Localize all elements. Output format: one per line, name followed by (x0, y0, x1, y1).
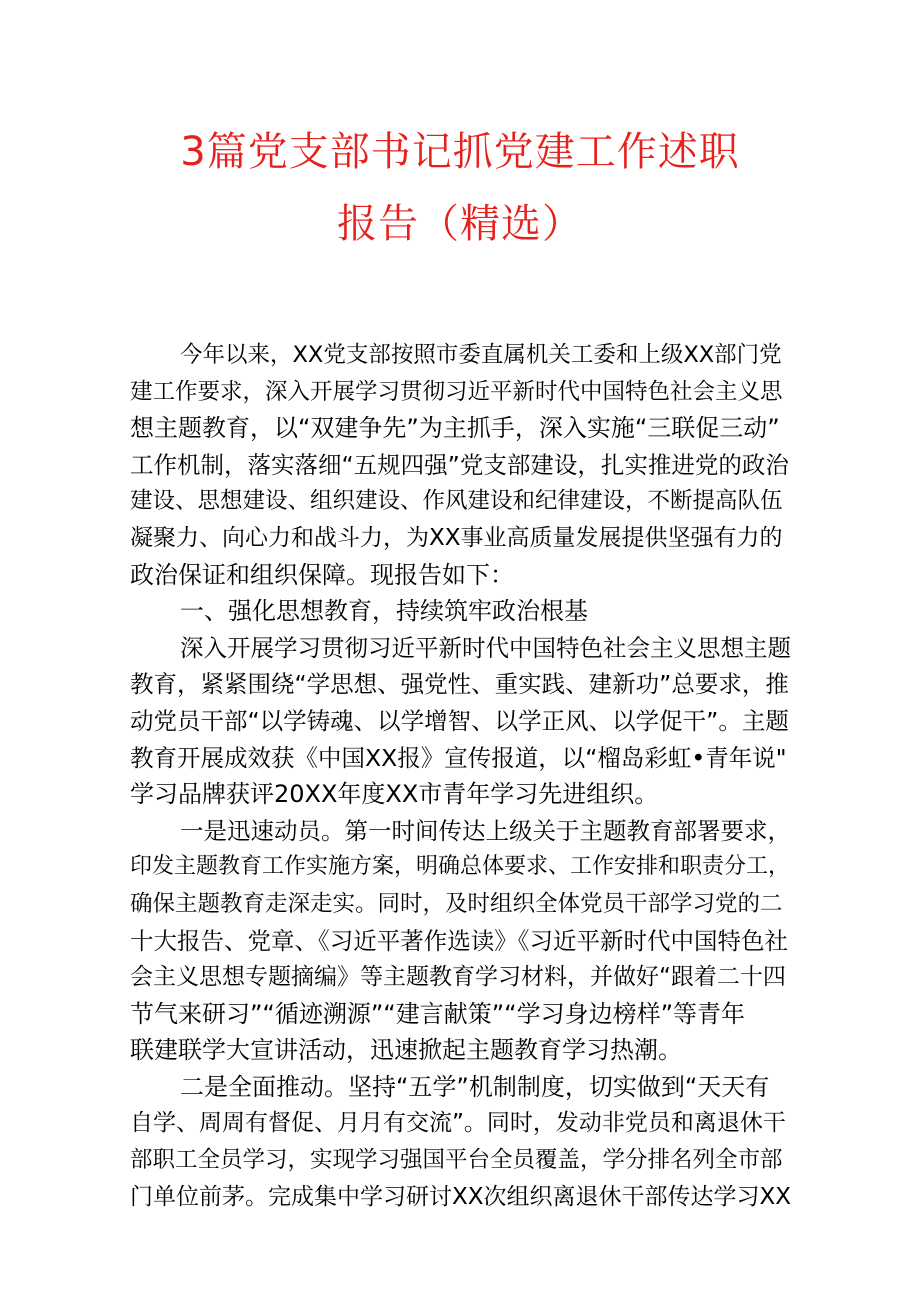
body-line: 动党员干部“以学铸魂、以学增智、以学正风、以学促干”。主题 (130, 706, 789, 735)
body-line: 政治保证和组织保障。现报告如下： (130, 560, 514, 589)
body-line: 凝聚力、向心力和战斗力，为XX事业高质量发展提供坚强有力的 (130, 524, 783, 551)
body-line: 工作机制，落实落细“五规四强”党支部建设，扎实推进党的政治 (130, 450, 789, 479)
body-line: 学习品牌获评20XX年度XX市青年学习先进组织。 (130, 780, 659, 809)
body-line: 会主义思想专题摘编》等主题教育学习材料，并做好“跟着二十四 (130, 964, 786, 991)
body-line: 门单位前茅。完成集中学习研讨XX次组织离退休干部传达学习XX (130, 1183, 792, 1210)
body-line: 确保主题教育走深走实。同时，及时组织全体党员干部学习党的二 (130, 890, 783, 917)
document-title-line-1: 3篇党支部书记抓党建工作述职 (180, 129, 740, 175)
body-line: 建工作要求，深入开展学习贯彻习近平新时代中国特色社会主义思 (130, 378, 783, 405)
document-title-line-2: 报告（精选） (337, 201, 583, 247)
body-line: 部职工全员学习，实现学习强国平台全员覆盖，学分排名列全市部 (130, 1147, 783, 1174)
body-line: 教育开展成效获《中国XX报》宣传报道，以“榴岛彩虹•青年说" (130, 743, 787, 772)
body-line: 今年以来，XX党支部按照市委直属机关工委和上级XX部门党 (180, 342, 782, 368)
body-line: 自学、周周有督促、月月有交流”。同时，发动非党员和离退休干 (130, 1110, 786, 1137)
body-line: 教育，紧紧围绕“学思想、强党性、重实践、建新功”总要求，推 (130, 670, 789, 699)
body-line: 建设、思想建设、组织建设、作风建设和纪律建设，不断提高队伍 (130, 488, 783, 515)
body-line: 深入开展学习贯彻习近平新时代中国特色社会主义思想主题 (180, 633, 791, 662)
body-line: 印发主题教育工作实施方案，明确总体要求、工作安排和职责分工， (130, 854, 791, 880)
body-line: 一、强化思想教育，持续筑牢政治根基 (180, 597, 588, 626)
body-line: 二是全面推动。坚持“五学”机制制度，切实做到“天天有 (180, 1072, 770, 1101)
body-line: 联建联学大宣讲活动，迅速掀起主题教育学习热潮。 (130, 1036, 682, 1065)
body-line: 一是迅速动员。第一时间传达上级关于主题教育部署要求， (180, 816, 791, 845)
body-line: 想主题教育，以“双建争先”为主抓手，深入实施“三联促三动” (130, 414, 780, 443)
document-body (130, 337, 794, 1215)
body-line: 十大报告、党章、《习近平著作选读》《习近平新时代中国特色社 (130, 926, 788, 955)
body-line: 节气来研习”“循迹溯源”“建言献策”“学习身边榜样”等青年 (130, 999, 746, 1028)
